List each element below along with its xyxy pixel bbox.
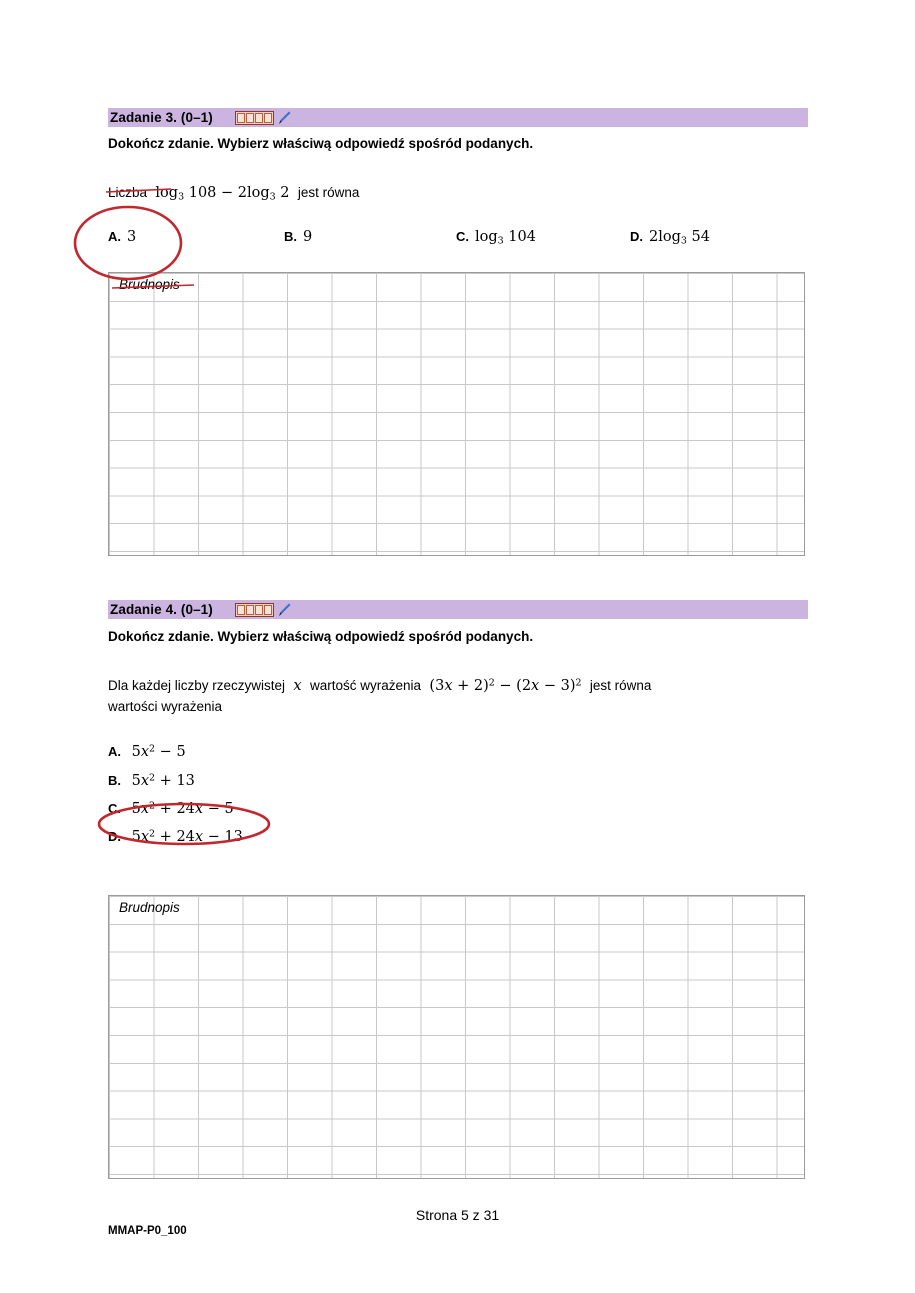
- option-value: 9: [303, 229, 313, 245]
- task-4-prompt-line2: wartości wyrażenia: [108, 699, 223, 715]
- task-4-instruction: Dokończ zdanie. Wybierz właściwą odpowiedź spośród podanych.: [108, 629, 534, 644]
- task-4-option-c[interactable]: [108, 801, 243, 817]
- page-number: Strona 5 z 31: [415, 1207, 500, 1223]
- task-3-scratch-label: Brudnopis: [119, 277, 180, 292]
- task-4-prompt-var: x: [288, 678, 307, 694]
- answer-boxes-icon: [235, 111, 274, 125]
- option-value: $5x^2 + 24x - 13$: [127, 828, 243, 846]
- task-3-prompt: [108, 182, 359, 205]
- task-4-option-b[interactable]: [108, 772, 243, 788]
- task-4-option-d[interactable]: [108, 829, 243, 845]
- task-3-instruction: Dokończ zdanie. Wybierz właściwą odpowiedź spośród podanych.: [108, 136, 534, 151]
- task-4-title: Zadanie 4. (0–1): [110, 602, 213, 617]
- task-3-prompt-suffix: jest równa: [297, 185, 360, 200]
- task-4-header-bar: [108, 600, 808, 619]
- pen-icon: [276, 602, 292, 618]
- option-label: C.: [108, 800, 121, 816]
- task-4-options: [108, 744, 243, 857]
- task-4-scratch-label: Brudnopis: [119, 900, 180, 915]
- option-label: C.: [456, 229, 469, 244]
- option-value: 3: [127, 229, 137, 245]
- option-label: D.: [108, 829, 121, 845]
- task-3-option-a[interactable]: [108, 229, 136, 245]
- task-3-option-c[interactable]: [456, 229, 536, 247]
- option-value: $5x^2 + 13$: [127, 772, 195, 789]
- task-4-option-a[interactable]: [108, 744, 243, 760]
- task-4-prompt-expression: $(3x + 2)^2 - (2x - 3)^2$: [424, 677, 582, 694]
- option-value: $2\log_3$ 54: [649, 229, 710, 247]
- task-4-prompt-line1b: wartość wyrażenia: [310, 678, 422, 693]
- task-4-scratch-grid[interactable]: [108, 895, 805, 1179]
- task-3-prompt-math: $\log_3 108 - 2\log_3$ 2: [150, 185, 295, 203]
- option-value: $5x^2 - 5$: [127, 744, 186, 761]
- option-label: A.: [108, 229, 121, 244]
- option-label: D.: [630, 229, 643, 244]
- task-3-title: Zadanie 3. (0–1): [110, 110, 213, 125]
- option-value: $5x^2 + 24x - 5$: [127, 800, 234, 817]
- task-3-option-b[interactable]: [284, 229, 312, 245]
- task-3-prompt-prefix: Liczba: [108, 185, 148, 200]
- answer-boxes-icon: [235, 603, 274, 617]
- task-4-prompt-line1a: Dla każdej liczby rzeczywistej: [108, 678, 286, 693]
- task-4-prompt: [108, 675, 798, 718]
- task-3-marker-boxes: [235, 110, 292, 126]
- task-4-prompt-line1c: jest równa: [589, 678, 652, 693]
- document-code: MMAP-P0_100: [108, 1225, 187, 1237]
- task-3-option-d[interactable]: [630, 229, 710, 247]
- option-label: B.: [108, 772, 121, 788]
- task-4-marker-boxes: [235, 602, 292, 618]
- task-3-scratch-grid[interactable]: [108, 272, 805, 556]
- option-label: B.: [284, 229, 297, 244]
- option-label: A.: [108, 744, 121, 760]
- task-3-header-bar: [108, 108, 808, 127]
- pen-icon: [276, 110, 292, 126]
- option-value: $\log_3 104$: [475, 229, 536, 247]
